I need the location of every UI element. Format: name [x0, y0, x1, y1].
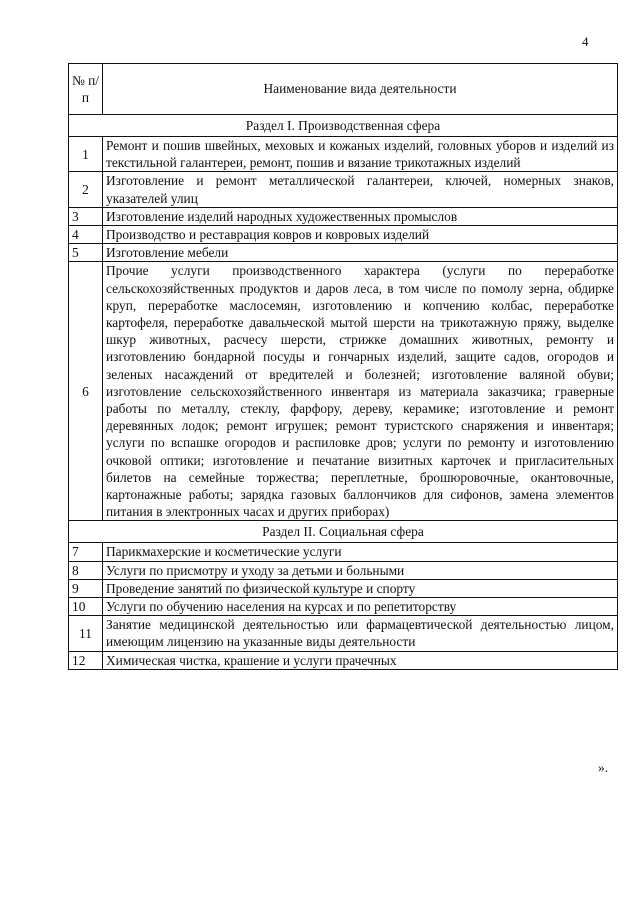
page-number: 4	[582, 34, 589, 49]
row-number: 5	[69, 244, 103, 262]
row-number: 11	[69, 616, 103, 651]
table-row	[69, 172, 618, 207]
table-row	[69, 244, 618, 262]
row-activity-text: Услуги по обучению населения на курсах и по репетиторству	[103, 598, 618, 616]
table-row	[69, 226, 618, 244]
table-row	[69, 579, 618, 597]
row-activity-text: Изготовление и ремонт металлической галантереи, ключей, номерных знаков, указателей улиц	[103, 172, 618, 207]
activity-table	[68, 63, 618, 670]
row-number: 6	[69, 262, 103, 521]
table-header-row	[69, 64, 618, 115]
row-number: 1	[69, 137, 103, 172]
table-row	[69, 598, 618, 616]
row-number: 12	[69, 651, 103, 669]
header-name-cell: Наименование вида деятельности	[103, 64, 618, 115]
row-number: 3	[69, 207, 103, 225]
row-activity-text: Изготовление изделий народных художественных промыслов	[103, 207, 618, 225]
row-activity-text: Изготовление мебели	[103, 244, 618, 262]
row-activity-text: Ремонт и пошив швейных, меховых и кожаных изделий, головных уборов и изделий из текстильной галантереи, ремонт, пошив и вязание трикотажных изделий	[103, 137, 618, 172]
table-row	[69, 561, 618, 579]
row-number: 7	[69, 543, 103, 561]
section-title: Раздел II. Социальная сфера	[69, 521, 618, 543]
row-activity-text: Производство и реставрация ковров и ковровых изделий	[103, 226, 618, 244]
section-heading-row	[69, 115, 618, 137]
row-number: 8	[69, 561, 103, 579]
table-row	[69, 651, 618, 669]
row-number: 2	[69, 172, 103, 207]
section-heading-row	[69, 521, 618, 543]
row-activity-text: Парикмахерские и косметические услуги	[103, 543, 618, 561]
row-activity-text: Услуги по присмотру и уходу за детьми и больными	[103, 561, 618, 579]
row-activity-text: Прочие услуги производственного характера (услуги по переработке сельскохозяйственных продуктов и даров леса, в том числе по помолу зерна, обдирке круп, переработке маслосемян, изготовлению и копчению колбас, переработке картофеля, переработке давальческой мытой шерсти на трикотажную пряжу, выделке шкур животных, расчесу шерсти, стрижке домашних животных, ремонту и изготовлению бондарной посуды и гончарных изделий, защите садов, огородов и зеленых насаждений от вредителей и болезней; изготовление валяной обуви; изготовление сельскохозяйственного инвентаря из материала заказчика; граверные работы по металлу, стеклу, фарфору, дереву, керамике; изготовление и ремонт деревянных лодок; ремонт игрушек; ремонт туристского снаряжения и инвентаря; услуги по вспашке огородов и распиловке дров; услуги по ремонту и изготовлению очковой оптики; изготовление и печатание визитных карточек и пригласительных билетов на семейные торжества; переплетные, брошюровочные, окантовочные, картонажные работы; зарядка газовых баллончиков для сифонов, замена элементов питания в электронных часах и других приборах)	[103, 262, 618, 521]
table-row	[69, 137, 618, 172]
closing-quote-mark: ».	[598, 760, 609, 775]
header-number-cell: № п/п	[69, 64, 103, 115]
table-row	[69, 262, 618, 521]
table-row	[69, 207, 618, 225]
row-number: 9	[69, 579, 103, 597]
row-activity-text: Занятие медицинской деятельностью или фармацевтической деятельностью лицом, имеющим лицензию на указанные виды деятельности	[103, 616, 618, 651]
table-row	[69, 543, 618, 561]
row-number: 4	[69, 226, 103, 244]
row-activity-text: Химическая чистка, крашение и услуги прачечных	[103, 651, 618, 669]
section-title: Раздел I. Производственная сфера	[69, 115, 618, 137]
table-row	[69, 616, 618, 651]
row-number: 10	[69, 598, 103, 616]
row-activity-text: Проведение занятий по физической культуре и спорту	[103, 579, 618, 597]
